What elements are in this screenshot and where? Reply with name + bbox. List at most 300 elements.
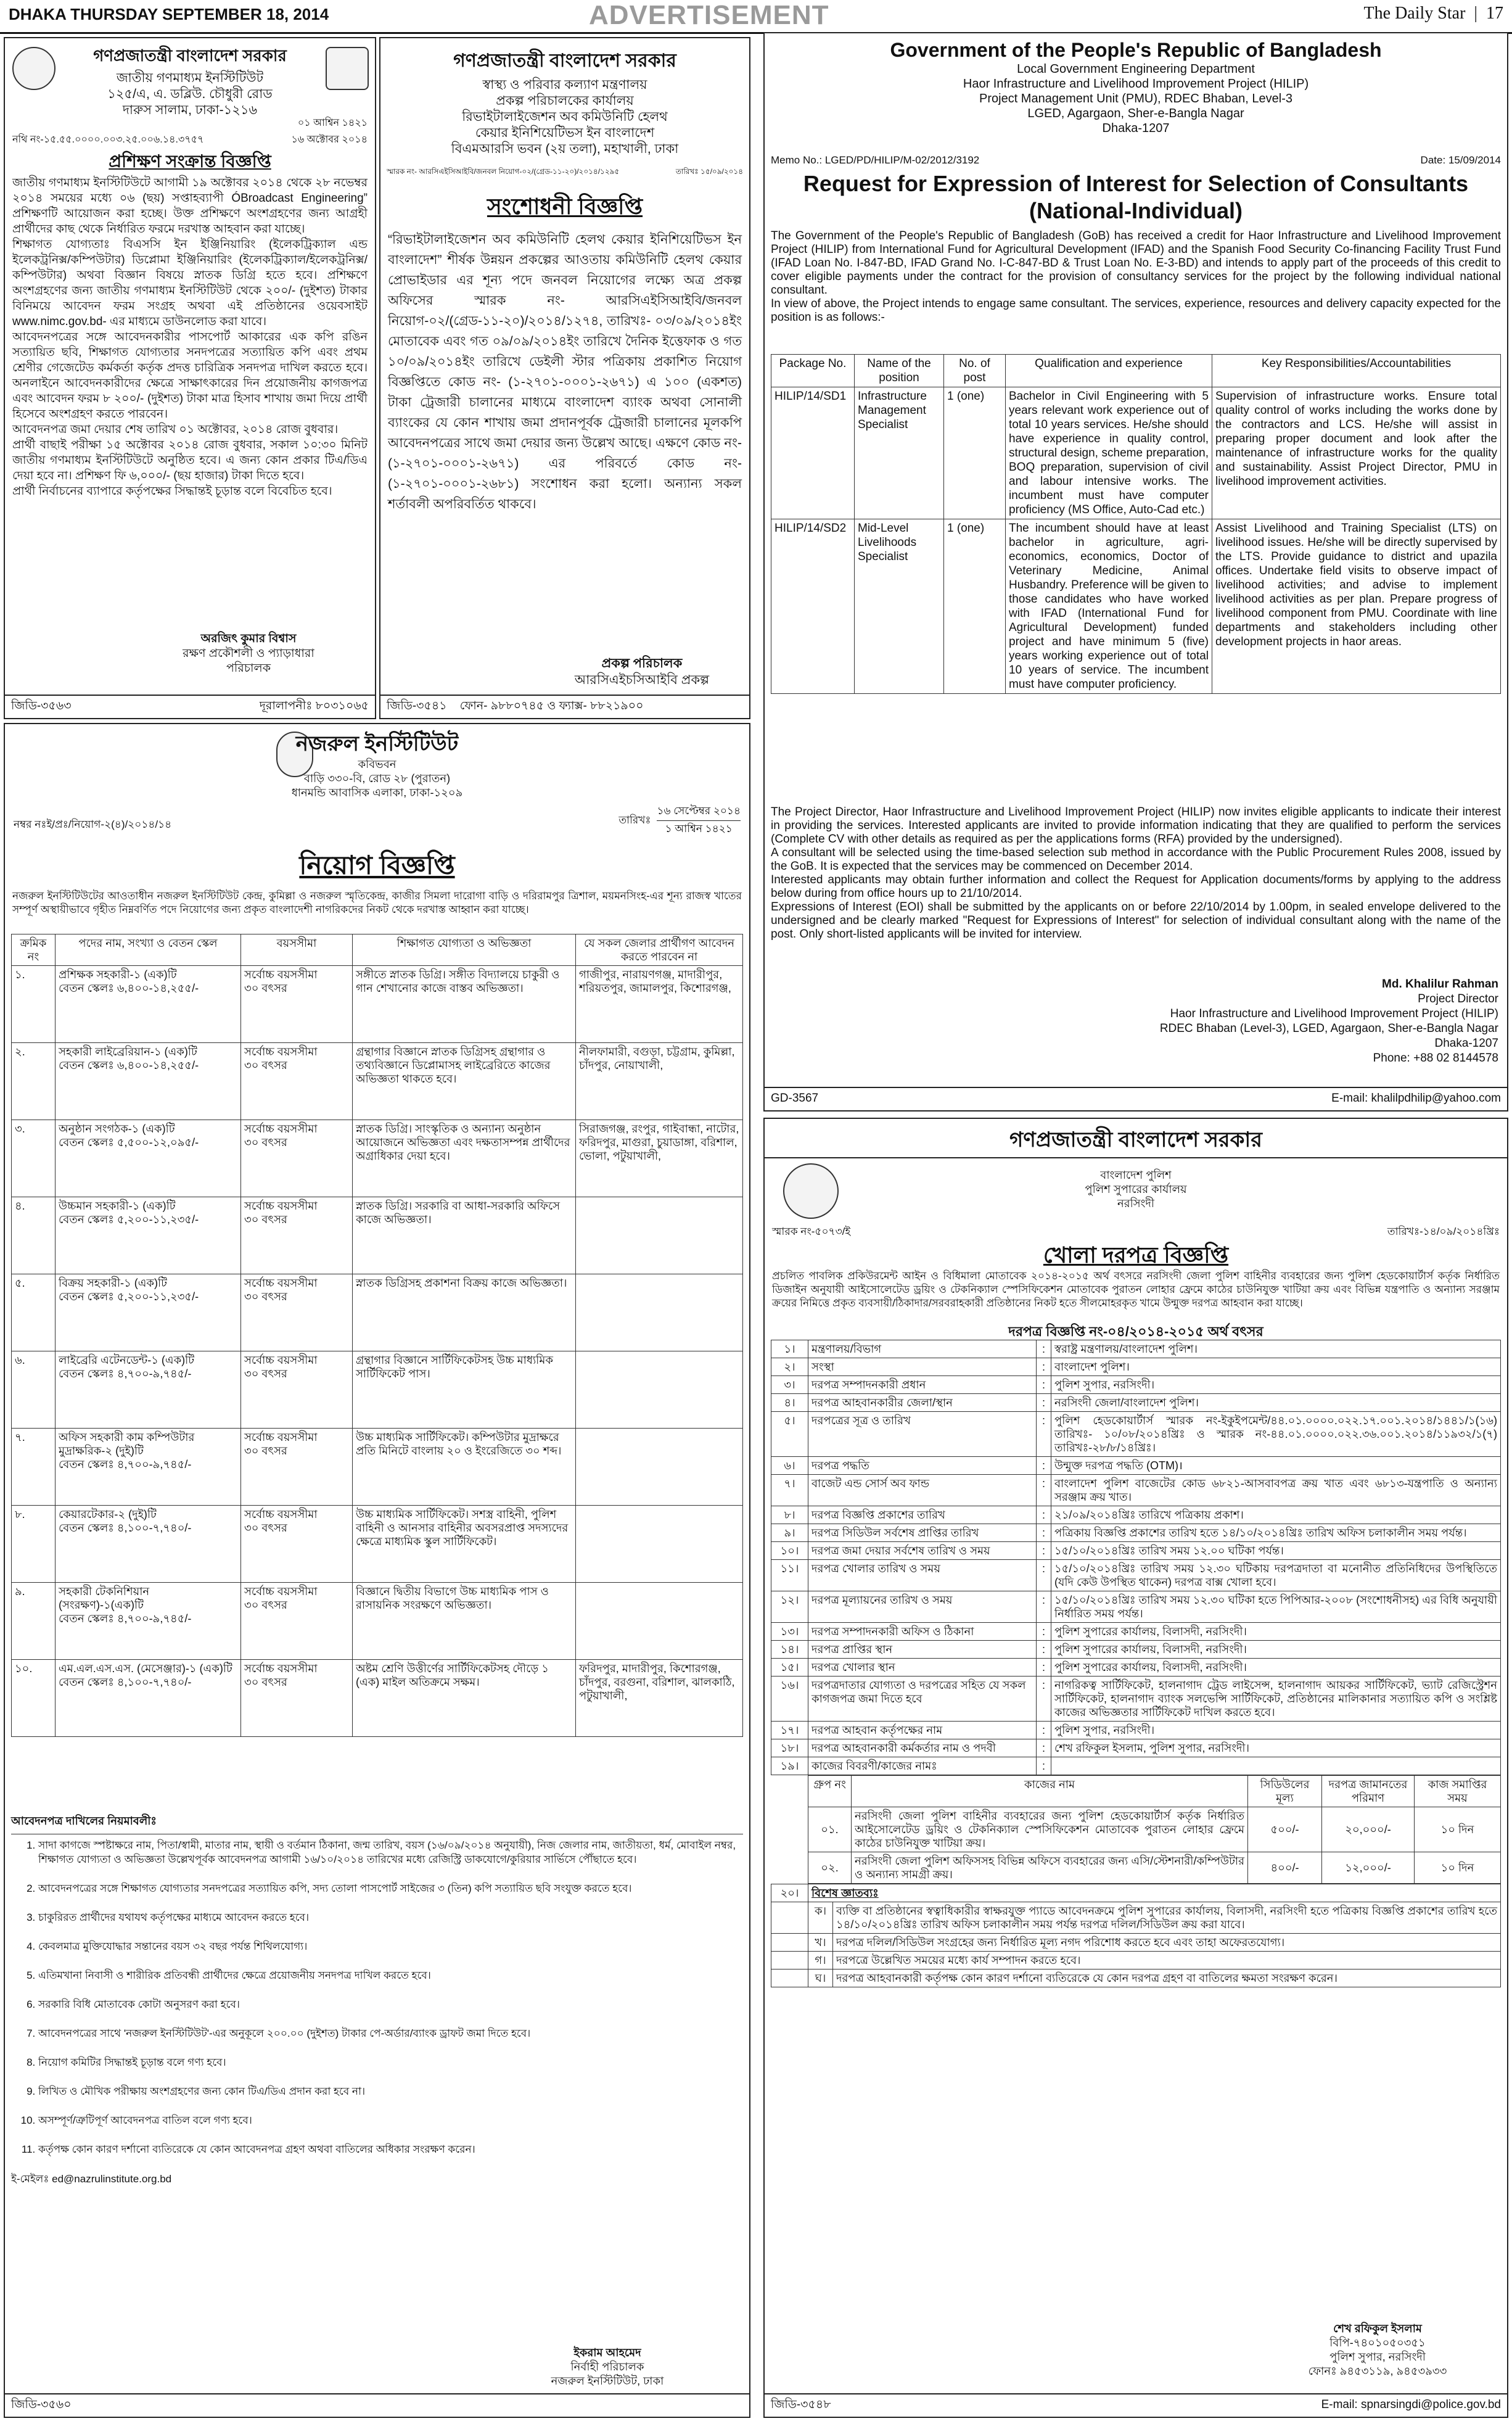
rules-list bbox=[11, 1838, 743, 2156]
memo-number: নম্বর নঃই/প্রঃ/নিয়োগ-২(৪)/২০১৪/১৪ bbox=[14, 819, 172, 830]
row-number: ৪। bbox=[771, 1394, 808, 1412]
contact-email: ই-মেইলঃ ed@nazrulinstitute.org.bd bbox=[11, 2173, 172, 2185]
table-cell: উচ্চ মাধ্যমিক সার্টিফিকেট। সশস্ত্র বাহিনী, পুলিশ বাহিনী ও আনসার বাহিনীর অবসরপ্রাপ্ত সদস্যদের ক্ষেত্রে মাধ্যমিক স্কুল সার্টিফিকেট। bbox=[353, 1506, 576, 1583]
row-colon: : bbox=[1037, 1542, 1051, 1560]
row-number: ১৫। bbox=[771, 1659, 808, 1677]
table-row bbox=[771, 519, 1501, 694]
work-table-header: কাজের নাম bbox=[852, 1776, 1248, 1807]
posts-table-header: ক্রমিক নং bbox=[12, 934, 55, 966]
work-table-header: সিডিউলের মূল্য bbox=[1248, 1776, 1322, 1807]
row-value: ১৫/১০/২০১৪খ্রিঃ তারিখ সময় ১২.০০ ঘটিকা পর্যন্ত। bbox=[1051, 1542, 1501, 1560]
work-table-header: কাজ সমাপ্তির সময় bbox=[1415, 1776, 1501, 1807]
row-number: ১৯। bbox=[771, 1757, 808, 1775]
positions-table-header: No. of post bbox=[944, 355, 1006, 387]
row-value: পুলিশ সুপারের কার্যালয়, বিলাসদী, নরসিংদী। bbox=[1051, 1623, 1501, 1641]
table-cell: স্নাতক ডিগ্রিসহ প্রকাশনা বিক্রয় কাজে অভিজ্ঞতা। bbox=[353, 1274, 576, 1351]
work-cell: নরসিংদী জেলা পুলিশ বাহিনীর ব্যবহারের জন্য পুলিশ হেডকোয়ার্টার্স কর্তৃক নির্ধারিত আইসোলেটেড ড্রয়িং ও টেকনিক্যাল স্পেসিফিকেশন মোতাবেক পুরাতন লোহার ফ্রেমে কাঠের চাউনিযুক্ত খাটিয়া ক্রয়। bbox=[852, 1807, 1248, 1852]
row-number: ৫। bbox=[771, 1412, 808, 1457]
notes-number: ২০। bbox=[771, 1884, 808, 1902]
gd-code: জিডি-৩৫৪৮ bbox=[771, 2398, 831, 2411]
notice-intro: নজরুল ইনস্টিটিউটের আওতাধীন নজরুল ইনস্টিটিউট কেন্দ্র, কুমিল্লা ও নজরুল স্মৃতিকেন্দ্র, কাজীর সিমলা দারোগা বাড়ি ও দরিরামপুর ত্রিশাল, ময়মনসিংহ-এর শূন্য রাজস্ব খাতের সম্পূর্ণ অস্থায়ীভাবে গৃহীত নিম্নবর্ণিত পদে নিয়োগের জন্য প্রকৃত বাংলাদেশী নাগরিকদের নিকট থেকে দরখাস্ত আহ্বান করা যাচ্ছে। bbox=[12, 890, 742, 915]
table-row bbox=[771, 1457, 1501, 1475]
table-row bbox=[771, 1623, 1501, 1641]
address-line-1: ১২৫/এ, এ. ডব্লিউ. চৌধুরী রোড bbox=[107, 87, 273, 101]
signatory-name: Md. Khalilur Rahman bbox=[1382, 978, 1498, 991]
table-cell: সর্বোচ্চ বয়সসীমা ৩০ বৎসর bbox=[241, 966, 353, 1043]
positions-table-header: Package No. bbox=[771, 355, 855, 387]
signatory-name: ইকরাম আহমেদ bbox=[573, 2346, 641, 2359]
work-table-header: দরপত্র জামানতের পরিমাণ bbox=[1322, 1776, 1415, 1807]
posts-table-header: পদের নাম, সংখ্যা ও বেতন স্কেল bbox=[55, 934, 241, 966]
table-cell bbox=[576, 1197, 743, 1274]
table-row bbox=[12, 966, 743, 1043]
department: Local Government Engineering Department bbox=[1017, 62, 1255, 76]
signatory-title: নির্বাহী পরিচালক bbox=[570, 2361, 644, 2373]
row-colon: : bbox=[1037, 1340, 1051, 1358]
work-cell: ০২. bbox=[808, 1852, 852, 1884]
work-cell: ১০ দিন bbox=[1415, 1807, 1501, 1852]
row-number: ১৬। bbox=[771, 1677, 808, 1722]
table-cell: ৬. bbox=[12, 1351, 55, 1429]
row-value: নরসিংদী জেলা/বাংলাদেশ পুলিশ। bbox=[1051, 1394, 1501, 1412]
table-cell: ১. bbox=[12, 966, 55, 1043]
ad-narsingdi-police-tender bbox=[763, 1118, 1508, 2418]
table-cell: বিক্রয় সহকারী-১ (এক)টি বেতন স্কেলঃ ৫,২০০-১১,২৩৫/- bbox=[55, 1274, 241, 1351]
row-value: ২১/০৯/২০১৪খ্রিঃ তারিখে পত্রিকায় প্রকাশ। bbox=[1051, 1506, 1501, 1524]
work-row bbox=[808, 1852, 1501, 1884]
posts-table-header: বয়সসীমা bbox=[241, 934, 353, 966]
table-cell: গাজীপুর, নারায়ণগঞ্জ, মাদারীপুর, শরিয়তপুর, জামালপুর, কিশোরগঞ্জ, bbox=[576, 966, 743, 1043]
table-row bbox=[12, 1197, 743, 1274]
note-text: দরপত্র দলিল/সিডিউল সংগ্রহের জন্য নির্ধারিত মূল্য নগদ পরিশোধ করতে হবে এবং তাহা অফেরতযোগ্য। bbox=[833, 1934, 1501, 1952]
table-row bbox=[771, 1524, 1501, 1542]
gd-code: জিডি-৩৫৬৩ bbox=[11, 699, 72, 712]
ad-footer bbox=[5, 2393, 749, 2417]
row-number: ১০। bbox=[771, 1542, 808, 1560]
note-letter: ঘ। bbox=[808, 1969, 833, 1987]
govt-title: গণপ্রজাতন্ত্রী বাংলাদেশ সরকার bbox=[765, 1123, 1507, 1158]
row-colon: : bbox=[1037, 1623, 1051, 1641]
rule-item: 6. সরকারি বিধি মোতাবেক কোটা অনুসরণ করা হবে। bbox=[38, 1997, 743, 2011]
table-cell: ৫. bbox=[12, 1274, 55, 1351]
page-header bbox=[0, 0, 1512, 34]
work-cell: ২০,০০০/- bbox=[1322, 1807, 1415, 1852]
table-cell: The incumbent should have at least bachelor in agriculture, agri-economics, economics, Doctor of Veterinary Medicine, Animal Husbandry. Preference will be given to those candidates who have worked with IFAD (International Fund for Agricultural Development) funded project and have minimum 5 (five) years working experience out of total 10 years of service. The incumbent must have computer proficiency. bbox=[1006, 519, 1212, 694]
bangladesh-emblem-icon bbox=[12, 47, 55, 90]
notes-title-row bbox=[771, 1884, 1501, 1902]
date: তারিখঃ ১৫/০৯/২০১৪ bbox=[675, 167, 743, 176]
row-colon: : bbox=[1037, 1722, 1051, 1739]
row-label: দরপত্র সম্পাদনকারী অফিস ও ঠিকানা bbox=[808, 1623, 1037, 1641]
table-cell: ৭. bbox=[12, 1429, 55, 1506]
row-label: কাজের বিবরণী/কাজের নামঃ bbox=[808, 1757, 1037, 1775]
note-text: ব্যক্তি বা প্রতিষ্ঠানের স্বত্বাধিকারীর স্বাক্ষরযুক্ত প্যাডে আবেদনক্রমে পুলিশ সুপারের কার্যালয়, বিলাসদী, নরসিংদী হতে পত্রিকায় বিজ্ঞপ্তি প্রকাশের তারিখ হতে ১৪/১০/২০১৪খ্রিঃ তারিখ অফিস চলাকালীন সময় পর্যন্ত দরপত্র দলিল/সিডিউল ক্রয় করা যাবে। bbox=[833, 1902, 1501, 1934]
signatory-title: Project Director bbox=[1418, 992, 1498, 1005]
table-row bbox=[771, 1340, 1501, 1358]
table-row bbox=[771, 1542, 1501, 1560]
gd-code: GD-3567 bbox=[771, 1092, 819, 1105]
table-cell: সর্বোচ্চ বয়সসীমা ৩০ বৎসর bbox=[241, 1429, 353, 1506]
date: তারিখঃ-১৪/০৯/২০১৪খ্রিঃ bbox=[1387, 1226, 1500, 1237]
table-cell: অষ্টম শ্রেণি উত্তীর্ণের সার্টিফিকেটসহ দৌড়ে ১ (এক) মাইল অতিক্রমে সক্ষম। bbox=[353, 1660, 576, 1737]
table-cell: 1 (one) bbox=[944, 387, 1006, 519]
work-cell: ১২,০০০/- bbox=[1322, 1852, 1415, 1884]
row-label: দরপত্র খোলার স্থান bbox=[808, 1659, 1037, 1677]
rule-item: 10. অসম্পূর্ণ/ত্রুটিপূর্ণ আবেদনপত্র বাতিল বলে গণ্য হবে। bbox=[38, 2113, 743, 2127]
row-number: ১৩। bbox=[771, 1623, 808, 1641]
rules-title: আবেদনপত্র দাখিলের নিয়মাবলীঃ bbox=[11, 1810, 743, 1834]
table-row bbox=[771, 1560, 1501, 1591]
row-value: বাংলাদেশ পুলিশ বাজেটের কোড ৬৮২১-আসবাবপত্র ক্রয় খাত এবং ৬৮১৩-যন্ত্রপাতি ও অন্যান্য সরঞ্জাম ক্রয় খাত। bbox=[1051, 1475, 1501, 1506]
rule-item: 11. কর্তৃপক্ষ কোন কারণ দর্শানো ব্যতিরেকে যে কোন আবেদনপত্র গ্রহণ অথবা বাতিলের অধিকার সংরক্ষণ করেন। bbox=[38, 2142, 743, 2156]
work-cell: ৫০০/- bbox=[1248, 1807, 1322, 1852]
row-colon: : bbox=[1037, 1641, 1051, 1659]
table-cell: গ্রন্থাগার বিজ্ঞানে স্নাতক ডিগ্রিসহ গ্রন্থাগার ও তথ্যবিজ্ঞানে ডিপ্লোমাসহ লাইব্রেরিতে কাজের অভিজ্ঞতা থাকতে হবে। bbox=[353, 1043, 576, 1120]
phone-fax: ফোন- ৯৮৮০৭৪৫ ও ফ্যাক্স- ৮৮২১৯০০ bbox=[459, 699, 644, 712]
table-cell: প্রশিক্ষক সহকারী-১ (এক)টি বেতন স্কেলঃ ৬,৪০০-১৪,২৫৫/- bbox=[55, 966, 241, 1043]
table-cell: সর্বোচ্চ বয়সসীমা ৩০ বৎসর bbox=[241, 1274, 353, 1351]
row-number: ৭। bbox=[771, 1475, 808, 1506]
dateline: DHAKA THURSDAY SEPTEMBER 18, 2014 bbox=[9, 5, 329, 23]
paragraph-2: In view of above, the Project intends to engage same consultant. The services, experience, resources and delivery capacity expected for the position is as follows:- bbox=[771, 297, 1501, 324]
work-cell: ১০ দিন bbox=[1415, 1852, 1501, 1884]
row-colon: : bbox=[1037, 1524, 1051, 1542]
table-cell: লাইব্রেরি এটেনডেন্ট-১ (এক)টি বেতন স্কেলঃ ৪,৭০০-৯,৭৪৫/- bbox=[55, 1351, 241, 1429]
note-letter: খ। bbox=[808, 1934, 833, 1952]
table-row bbox=[771, 1591, 1501, 1623]
signatory-title: রক্ষণ প্রকৌশলী ও প্যাড়াধারা bbox=[183, 647, 314, 660]
row-label: দরপত্রের সূত্র ও তারিখ bbox=[808, 1412, 1037, 1457]
govt-title: গণপ্রজাতন্ত্রী বাংলাদেশ সরকার bbox=[453, 51, 676, 71]
row-colon: : bbox=[1037, 1506, 1051, 1524]
signatory-name: অরজিৎ কুমার বিশ্বাস bbox=[200, 632, 297, 645]
date: Date: 15/09/2014 bbox=[1420, 154, 1501, 166]
table-cell: Supervision of infrastructure works. Ensure total quality control of works including the works done by the contractors and LCS. He/she will assist in preparing proper document and look after the maintenance of infrastructure works for the quality and sustainability. Assist Project Director, PMU in livelihood improvement activities. bbox=[1212, 387, 1501, 519]
address-line-3: ধানমন্ডি আবাসিক এলাকা, ঢাকা-১২০৯ bbox=[291, 786, 463, 799]
table-cell: সঙ্গীতে স্নাতক ডিগ্রি। সঙ্গীত বিদ্যালয়ে চাকুরী ও গান শেখানোর কাজে বাস্তব অভিজ্ঞতা। bbox=[353, 966, 576, 1043]
row-value: পুলিশ সুপারের কার্যালয়, বিলাসদী, নরসিংদী। bbox=[1051, 1659, 1501, 1677]
memo-number: নথি নং-১৫.৫৫.০০০০.০০৩.২৫.০০৬.১৪.৩৭৫৭ bbox=[12, 134, 204, 145]
positions-table-header: Key Responsibilities/Accountabilities bbox=[1212, 355, 1501, 387]
notice-title: প্রশিক্ষণ সংক্রান্ত বিজ্ঞপ্তি bbox=[109, 152, 271, 171]
notice-intro: প্রচলিত পাবলিক প্রকিউরমেন্ট আইন ও বিধিমালা মোতাবেক ২০১৪-২০১৫ অর্থ বৎসরে নরসিংদী জেলা পুলিশ বাহিনীর ব্যবহারের জন্য পুলিশ হেডকোয়ার্টার্স কর্তৃক নির্ধারিত ডিজাইন অনুযায়ী আইসোলেটেড ড্রয়িং ও টেকনিক্যাল স্পেসিফিকেশন মোতাবেক পুরাতন লোহার ফ্রেমে কাঠের চাউনিযুক্ত খাটিয়া ক্রয় এবং বিভিন্ন যন্ত্রপাতি ও অন্যান্য সরঞ্জাম ক্রয়ের নিমিত্তে প্রকৃত ব্যবসায়ী/ঠিকাদার/সরবরাহকারী প্রতিষ্ঠানের নিকট হতে সীলমোহরকৃত খামে উন্মুক্ত দরপত্র আহবান করা যাচ্ছে। bbox=[772, 1270, 1500, 1309]
paragraph-4: A consultant will be selected using the time-based selection sub method in accordance with the Public Procurement Rules 2008, issued by the GoB. It is expected that the services may be commenced on December 2014. bbox=[771, 846, 1501, 873]
table-cell: HILIP/14/SD1 bbox=[771, 387, 855, 519]
table-cell: Infrastructure Management Specialist bbox=[855, 387, 944, 519]
table-row bbox=[12, 1043, 743, 1120]
note-row bbox=[771, 1969, 1501, 1987]
row-value bbox=[1051, 1757, 1501, 1775]
table-cell: সর্বোচ্চ বয়সসীমা ৩০ বৎসর bbox=[241, 1120, 353, 1197]
district: নরসিংদী bbox=[1117, 1197, 1155, 1210]
row-label: দরপত্র জমা দেয়ার সর্বশেষ তারিখ ও সময় bbox=[808, 1542, 1037, 1560]
paragraph-1: The Government of the People's Republic of Bangladesh (GoB) has received a credit for Haor Infrastructure and Livelihood Improvement Project (HILIP) from International Fund for Agricultural Development (IFAD) and the Spanish Food Security Co-financing Facility Trust Fund (IFAD Loan No. I-847-BD, IFAD Grand No. I-C-847-BD & Trust Loan No. E-3-BD) and intends to apply part of the proceeds of this credit to cover eligible payments under the contract for the provision of consultancy services for the project by the following individual national consultant. bbox=[771, 229, 1501, 297]
signatory-project: Haor Infrastructure and Livelihood Improvement Project (HILIP) bbox=[1170, 1007, 1498, 1020]
signatory-city: Dhaka-1207 bbox=[1434, 1037, 1498, 1050]
table-cell: Assist Livelihood and Training Specialist (LTS) on livelihood issues. He/she will be directly supervised by the LTS. Provide guidance to district and upazila offices. Undertake field visits to observe impact of livelihood activities; and advise to implement livelihood activities as per plan. Prepare progress of livelihood component from PMU. Coordinate with line departments and stakeholders including other development projects in haor areas. bbox=[1212, 519, 1501, 694]
govt-title: Government of the People's Republic of Bangladesh bbox=[890, 39, 1382, 61]
note-letter: গ। bbox=[808, 1952, 833, 1969]
posts-table bbox=[11, 934, 743, 1737]
table-cell: স্নাতক ডিগ্রি। সরকারি বা আধা-সরকারি অফিসে কাজে অভিজ্ঞতা। bbox=[353, 1197, 576, 1274]
row-colon: : bbox=[1037, 1376, 1051, 1394]
notice-title: খোলা দরপত্র বিজ্ঞপ্তি bbox=[1043, 1242, 1229, 1268]
row-value: পত্রিকায় বিজ্ঞপ্তি প্রকাশের তারিখ হতে ১৪/১০/২০১৪খ্রিঃ তারিখ অফিস চলাকালীন সময় পর্যন্ত। bbox=[1051, 1524, 1501, 1542]
table-cell: কেয়ারটেকার-২ (দুই)টি বেতন স্কেলঃ ৪,১০০-৭,৭৪০/- bbox=[55, 1506, 241, 1583]
table-cell bbox=[576, 1274, 743, 1351]
masthead: The Daily Star | 17 bbox=[1363, 4, 1503, 23]
notice-title: নিয়োগ বিজ্ঞপ্তি bbox=[299, 851, 455, 880]
table-cell: বিজ্ঞানে দ্বিতীয় বিভাগে উচ্চ মাধ্যমিক পাস ও রাসায়নিক সংরক্ষণে অভিজ্ঞতা। bbox=[353, 1583, 576, 1660]
signatory-org: নজরুল ইনস্টিটিউট, ঢাকা bbox=[551, 2375, 664, 2387]
row-label: দরপত্র মূল্যায়নের তারিখ ও সময় bbox=[808, 1591, 1037, 1623]
address: বিএমআরসি ভবন (২য় তলা), মহাখালী, ঢাকা bbox=[451, 142, 679, 156]
signatory-address: RDEC Bhaban (Level-3), LGED, Agargaon, Sher-e-Bangla Nagar bbox=[1159, 1022, 1498, 1035]
table-cell: ১০. bbox=[12, 1660, 55, 1737]
row-value: ১৫/১০/২০১৪খ্রিঃ তারিখ সময় ১২.৩০ ঘটিকায় দরপত্রদাতা বা মনোনীত প্রতিনিধিদের উপস্থিতিতে (যদি কেউ উপস্থিত থাকেন) দরপত্র বাক্স খোলা হবে। bbox=[1051, 1560, 1501, 1591]
paragraph-3: The Project Director, Haor Infrastructure and Livelihood Improvement Project (HILIP) now invites eligible applicants to indicate their interest in providing the services. Interested applicants are invited to provide information indicating that they are qualified to perform the services (Complete CV with other details as required as per the applications forms (RFA) provided by the undersigned). bbox=[771, 806, 1501, 846]
work-row bbox=[808, 1807, 1501, 1852]
ad-footer bbox=[380, 695, 749, 718]
table-row bbox=[12, 1583, 743, 1660]
tender-table-wrap bbox=[771, 1340, 1501, 1987]
row-number: ৬। bbox=[771, 1457, 808, 1475]
work-cell: নরসিংদী জেলা পুলিশ অফিসসহ বিভিন্ন অফিসে ব্যবহারের জন্য এসি/স্টেশনারী/কম্পিউটার ও অন্যান্য সামগ্রী ক্রয়। bbox=[852, 1852, 1248, 1884]
posts-table-wrap bbox=[11, 934, 743, 1737]
note-row bbox=[771, 1902, 1501, 1934]
govt-title: গণপ্রজাতন্ত্রী বাংলাদেশ সরকার bbox=[93, 46, 287, 65]
signatory-phone: Phone: +88 02 8144578 bbox=[1373, 1052, 1498, 1065]
row-value: পুলিশ হেডকোয়ার্টার্স স্মারক নং-ইকুইপমেন্ট/৪৪.০১.০০০০.০২২.১৭.০০১.২০১৪/১৪৪১/১(১৬) তারিখঃ- ১০/০৮/২০১৪খ্রিঃ ও স্মারক নং-৪৪.০১.০০০০.০২২.৩৬.০০১.২০১৪/১১৯৩২/১(৭) তারিখঃ-২৮/৮/১৪খ্রিঃ। bbox=[1051, 1412, 1501, 1457]
department: বাংলাদেশ পুলিশ bbox=[1100, 1169, 1172, 1181]
row-value: পুলিশ সুপার, নরসিংদী। bbox=[1051, 1376, 1501, 1394]
rule-item: 4. কেবলমাত্র মুক্তিযোদ্ধার সন্তানের বয়স ৩২ বছর পর্যন্ত শিথিলযোগ্য। bbox=[38, 1939, 743, 1953]
rule-item: 8. নিয়োগ কমিটির সিদ্ধান্তই চূড়ান্ত বলে গণ্য হবে। bbox=[38, 2055, 743, 2069]
row-number: ১৪। bbox=[771, 1641, 808, 1659]
table-cell: উচ্চমান সহকারী-১ (এক)টি বেতন স্কেলঃ ৫,২০০-১১,২৩৫/- bbox=[55, 1197, 241, 1274]
date-label: তারিখঃ bbox=[618, 814, 651, 826]
date-english: ১৬ অক্টোবর ২০১৪ bbox=[291, 134, 368, 145]
positions-table bbox=[771, 354, 1501, 694]
table-row bbox=[771, 1394, 1501, 1412]
note-spacer bbox=[771, 1952, 808, 1969]
special-notes-table bbox=[771, 1884, 1501, 1987]
table-cell: ২. bbox=[12, 1043, 55, 1120]
tender-number: দরপত্র বিজ্ঞপ্তি নং-০৪/২০১৪-২০১৫ অর্থ বৎসর bbox=[1008, 1324, 1263, 1339]
address-line-2: বাড়ি ৩৩০-বি, রোড ২৮ (পুরাতন) bbox=[303, 772, 451, 785]
address-line-1: কবিভবন bbox=[358, 758, 396, 770]
row-colon: : bbox=[1037, 1475, 1051, 1506]
row-label: সংস্থা bbox=[808, 1358, 1037, 1376]
table-cell: উচ্চ মাধ্যমিক সার্টিফিকেট। কম্পিউটার মুদ্রাক্ষরে প্রতি মিনিটে বাংলায় ২০ ও ইংরেজিতে ৩০ শব্দ। bbox=[353, 1429, 576, 1506]
table-row bbox=[12, 1274, 743, 1351]
positions-table-wrap bbox=[771, 354, 1501, 694]
date-bangla: ০১ আশ্বিন ১৪২১ bbox=[297, 118, 368, 128]
table-cell: সর্বোচ্চ বয়সসীমা ৩০ বৎসর bbox=[241, 1043, 353, 1120]
row-label: দরপত্রদাতার যোগ্যতা ও দরপত্রের সহিত যে সকল কাগজপত্র জমা দিতে হবে bbox=[808, 1677, 1037, 1722]
table-cell: HILIP/14/SD2 bbox=[771, 519, 855, 694]
signatory-title: পুলিশ সুপার, নরসিংদী bbox=[1329, 2351, 1426, 2363]
notice-title: সংশোধনী বিজ্ঞপ্তি bbox=[487, 194, 643, 219]
project-name: Haor Infrastructure and Livelihood Improvement Project (HILIP) bbox=[963, 77, 1309, 91]
table-row bbox=[771, 1412, 1501, 1457]
table-cell: ৩. bbox=[12, 1120, 55, 1197]
date-english: ১৬ সেপ্টেম্বর ২০১৪ bbox=[657, 803, 741, 821]
row-colon: : bbox=[1037, 1757, 1051, 1775]
table-row bbox=[771, 1641, 1501, 1659]
ad-lged-hilip-eoi bbox=[763, 32, 1508, 1112]
notice-body: জাতীয় গণমাধ্যম ইনস্টিটিউটে আগামী ১৯ অক্টোবর ২০১৪ থেকে ২৮ নভেম্বর ২০১৪ সময়ের মধ্যে ০৬ (ছয়) সপ্তাহব্যাপী ÓBroadcast Engineering” প্রশিক্ষণটি আয়োজন করা হচ্ছে। উক্ত প্রশিক্ষণে অংশগ্রহণের জন্য আগ্রহী প্রার্থীদের কাছ থেকে নির্ধারিত ফরমে দরখাস্ত আহবান করা যাচ্ছে। শিক্ষাগত যোগ্যতাঃ বিএসসি ইন ইঞ্জিনিয়ারিং (ইলেকট্রিক্যাল এন্ড ইলেকট্রনিক্স/কম্পিউটার) ডিপ্লোমা ইঞ্জিনিয়ারিং (ইলেকট্রিক্যাল/ইলেকট্রনিক্স/কম্পিউটার) অথবা বিজ্ঞান বিষয়ে স্নাতক ডিগ্রি হতে হবে। প্রশিক্ষণে অংশগ্রহণের জন্য জাতীয় গণমাধ্যম ইনস্টিটিউট থেকে ২০০/- (দুইশত) টাকার বিনিময়ে আবেদন ফরম সংগ্রহ অথবা এই প্রতিষ্ঠানের ওয়েবসাইট www.nimc.gov.bd- এর মাধ্যমে ডাউনলোড করা যাবে। আবেদনপত্রের সঙ্গে আবেদনকারীর পাসপোর্ট আকারের এক কপি রঙিন সত্যায়িত ছবি, শিক্ষাগত যোগ্যতার সনদপত্রের সত্যায়িত কপি এবং প্রথম শ্রেণীর গেজেটেড কর্মকর্তা কর্তৃক প্রদত্ত চারিত্রিক সনদপত্র দাখিল করতে হবে। অনলাইনে আবেদনকারীদের ক্ষেত্রে সাক্ষাৎকারের দিন প্রয়োজনীয় কাগজপত্র এবং আবেদন ফরম ৮ ২০০/- (দুইশত) টাকা মাত্র হিসাব শাখায় জমা দিয়ে প্রার্থী হিসেবে অংশগ্রহণ করতে পারবেন। আবেদনপত্র জমা দেয়ার শেষ তারিখ ০১ অক্টোবর, ২০১৪ রোজ বুধবার। প্রার্থী বাছাই পরীক্ষা ১৫ অক্টোবর ২০১৪ রোজ বুধবার, সকাল ১০:৩০ মিনিট জাতীয় গণমাধ্যম ইনস্টিটিউটে অনুষ্ঠিত হবে। এ জন্য কোন প্রকার টিএ/ডিএ দেয়া হবে না। প্রশিক্ষণ ফি ৬,০০০/- (ছয় হাজার) টাকা দিতে হবে। প্রার্থী নির্বাচনের ব্যাপারে কর্তৃপক্ষের সিদ্ধান্তই চূড়ান্ত বলে বিবেচিত হবে। bbox=[12, 176, 368, 498]
table-cell bbox=[576, 1429, 743, 1506]
nimc-logo-icon bbox=[326, 47, 369, 90]
phone: দূরালাপনীঃ ৮০৩১০৬৫ bbox=[259, 699, 369, 712]
posts-table-header: শিক্ষাগত যোগ্যতা ও অভিজ্ঞতা bbox=[353, 934, 576, 966]
table-cell: সর্বোচ্চ বয়সসীমা ৩০ বৎসর bbox=[241, 1351, 353, 1429]
gd-code: জিডি-৩৫৪১ bbox=[387, 699, 447, 712]
row-colon: : bbox=[1037, 1677, 1051, 1722]
row-label: দরপত্র আহবানকারী কর্মকর্তার নাম ও পদবী bbox=[808, 1739, 1037, 1757]
row-colon: : bbox=[1037, 1560, 1051, 1591]
note-spacer bbox=[771, 1902, 808, 1934]
paragraph-6: Expressions of Interest (EOI) shall be submitted by the applicants on or before 22/10/2014 by 1.00pm, in sealed envelope delivered to the undersigned and be clearly marked "Request for Expressions of Interest" for selection of individual consultant along with the name of the post. Only short-listed applicants will be invited for interview. bbox=[771, 901, 1501, 941]
contact-email: E-mail: khalilpdhilip@yahoo.com bbox=[1331, 1092, 1501, 1105]
table-row bbox=[12, 1120, 743, 1197]
posts-table-header: যে সকল জেলার প্রার্থীগণ আবেদন করতে পারবেন না bbox=[576, 934, 743, 966]
table-cell: স্নাতক ডিগ্রি। সাংস্কৃতিক ও অন্যান্য অনুষ্ঠান আয়োজনে অভিজ্ঞতা এবং দক্ষতাসম্পন্ন প্রার্থীদের অগ্রাধিকার দেয়া হবে। bbox=[353, 1120, 576, 1197]
ad-footer bbox=[765, 1087, 1507, 1110]
table-cell: সহকারী টেকনিশিয়ান (সংরক্ষণ)-১(এক)টি বেতন স্কেলঃ ৪,৭০০-৯,৭৪৫/- bbox=[55, 1583, 241, 1660]
table-cell bbox=[576, 1351, 743, 1429]
row-value: উন্মুক্ত দরপত্র পদ্ধতি (OTM)। bbox=[1051, 1457, 1501, 1475]
row-number: ১৭। bbox=[771, 1722, 808, 1739]
table-row bbox=[771, 1506, 1501, 1524]
row-colon: : bbox=[1037, 1739, 1051, 1757]
table-cell: গ্রন্থাগার বিজ্ঞানে সার্টিফিকেটসহ উচ্চ মাধ্যমিক সার্টিফিকেট পাস। bbox=[353, 1351, 576, 1429]
office-address-3: Dhaka-1207 bbox=[1102, 122, 1170, 135]
table-cell bbox=[576, 1506, 743, 1583]
row-label: দরপত্র পদ্ধতি bbox=[808, 1457, 1037, 1475]
table-cell: Mid-Level Livelihoods Specialist bbox=[855, 519, 944, 694]
signatory-phone: ফোনঃ ৯৪৫৩১১৯, ৯৪৫৩৯৩৩ bbox=[1308, 2365, 1447, 2377]
work-cell: ৪০০/- bbox=[1248, 1852, 1322, 1884]
paragraph-5: Interested applicants may obtain further information and collect the Request for Application documents/forms by applying to the address below during from office hours up to 21/10/2014. bbox=[771, 873, 1501, 900]
office: পুলিশ সুপারের কার্যালয় bbox=[1085, 1183, 1187, 1195]
ad-nazrul-institute-recruitment bbox=[4, 723, 750, 2418]
rules-section bbox=[11, 1810, 743, 2188]
ad-nimc-training bbox=[4, 37, 376, 719]
note-letter: ক। bbox=[808, 1902, 833, 1934]
note-row bbox=[771, 1934, 1501, 1952]
row-colon: : bbox=[1037, 1394, 1051, 1412]
row-label: দরপত্র খোলার তারিখ ও সময় bbox=[808, 1560, 1037, 1591]
row-label: দরপত্র আহবান কর্তৃপক্ষের নাম bbox=[808, 1722, 1037, 1739]
rule-item: 5. এতিমখানা নিবাসী ও শারীরিক প্রতিবন্ধী প্রার্থীদের ক্ষেত্রে প্রয়োজনীয় সনদপত্র দাখিল করতে হবে। bbox=[38, 1968, 743, 1982]
table-row bbox=[771, 1739, 1501, 1757]
rule-item: 9. লিখিত ও মৌখিক পরীক্ষায় অংশগ্রহণের জন্য কোন টিএ/ডিএ প্রদান করা হবে না। bbox=[38, 2084, 743, 2098]
table-row bbox=[771, 1677, 1501, 1722]
rule-item: 2. আবেদনপত্রের সঙ্গে শিক্ষাগত যোগ্যতার সনদপত্রের সত্যায়িত কপি, সদ্য তোলা পাসপোর্ট সাইজের ৩ (তিন) কপি সত্যায়িত ছবি সংযুক্ত করতে হবে। bbox=[38, 1881, 743, 1895]
row-value: বাংলাদেশ পুলিশ। bbox=[1051, 1358, 1501, 1376]
row-colon: : bbox=[1037, 1358, 1051, 1376]
table-row bbox=[12, 1429, 743, 1506]
table-cell bbox=[576, 1583, 743, 1660]
row-number: ১৮। bbox=[771, 1739, 808, 1757]
row-number: ৯। bbox=[771, 1524, 808, 1542]
row-label: দরপত্র সিডিউল সর্বশেষ প্রাপ্তির তারিখ bbox=[808, 1524, 1037, 1542]
table-cell: সিরাজগঞ্জ, রংপুর, গাইবান্ধা, নাটোর, ফরিদপুর, মাগুরা, চুয়াডাঙ্গা, বরিশাল, ভোলা, পটুয়াখালী, bbox=[576, 1120, 743, 1197]
work-cell: ০১. bbox=[808, 1807, 852, 1852]
row-number: ১১। bbox=[771, 1560, 808, 1591]
table-row bbox=[771, 1358, 1501, 1376]
notice-title: Request for Expression of Interest for Selection of Consultants (National-Individual) bbox=[803, 171, 1469, 223]
table-cell: এম.এল.এস.এস. (মেসেঞ্জার)-১ (এক)টি বেতন স্কেলঃ ৪,১০০-৭,৭৪০/- bbox=[55, 1660, 241, 1737]
table-cell: ৪. bbox=[12, 1197, 55, 1274]
signatory-name: শেখ রফিকুল ইসলাম bbox=[1333, 2322, 1422, 2335]
address-line-2: দারুস সালাম, ঢাকা-১২১৬ bbox=[122, 103, 258, 117]
table-cell: সর্বোচ্চ বয়সসীমা ৩০ বৎসর bbox=[241, 1506, 353, 1583]
row-number: ৮। bbox=[771, 1506, 808, 1524]
ad-revitalization-corrigendum bbox=[379, 37, 750, 719]
note-row bbox=[771, 1952, 1501, 1969]
row-colon: : bbox=[1037, 1659, 1051, 1677]
project-line-1: রিভাইটালাইজেশন অব কমিউনিটি হেলথ bbox=[462, 110, 668, 124]
office: প্রকল্প পরিচালকের কার্যালয় bbox=[496, 94, 634, 108]
table-row bbox=[771, 387, 1501, 519]
row-label: মন্ত্রণালয়/বিভাগ bbox=[808, 1340, 1037, 1358]
row-label: দরপত্র সম্পাদনকারী প্রধান bbox=[808, 1376, 1037, 1394]
signatory-role: পরিচালক bbox=[226, 662, 271, 675]
table-row bbox=[12, 1660, 743, 1737]
row-value: পুলিশ সুপারের কার্যালয়, বিলাসদী, নরসিংদী। bbox=[1051, 1641, 1501, 1659]
row-value: নাগরিকত্ব সার্টিফিকেট, হালনাগাদ ট্রেড লাইসেন্স, হালনাগাদ আয়কর সার্টিফিকেট, ভ্যাট রেজিস্ট্রেশন সার্টিফিকেট, হালনাগাদ ব্যাংক সলভেন্সি সার্টিফিকেট, প্রতিষ্ঠানের মালিকানার সত্যায়িত কপি ও সংশ্লিষ্ট কাজের অভিজ্ঞতার সার্টিফিকেট দাখিল করতে হবে। bbox=[1051, 1677, 1501, 1722]
contact-email: E-mail: spnarsingdi@police.gov.bd bbox=[1321, 2398, 1501, 2411]
row-number: ১। bbox=[771, 1340, 808, 1358]
table-cell: ৮. bbox=[12, 1506, 55, 1583]
masthead-name: The Daily Star bbox=[1363, 4, 1466, 23]
table-cell: সর্বোচ্চ বয়সসীমা ৩০ বৎসর bbox=[241, 1660, 353, 1737]
ad-footer bbox=[5, 695, 375, 718]
office-address-2: LGED, Agargaon, Sher-e-Bangla Nagar bbox=[1027, 107, 1244, 120]
row-number: ৩। bbox=[771, 1376, 808, 1394]
row-value: শেখ রফিকুল ইসলাম, পুলিশ সুপার, নরসিংদী। bbox=[1051, 1739, 1501, 1757]
memo-number: Memo No.: LGED/PD/HILIP/M-02/2012/3192 bbox=[771, 154, 980, 166]
memo-number: স্মারক নং-৫০৭৩/ই bbox=[772, 1226, 851, 1237]
section-title: ADVERTISEMENT bbox=[589, 0, 829, 30]
table-row bbox=[771, 1722, 1501, 1739]
row-label: বাজেট এন্ড সোর্স অব ফান্ড bbox=[808, 1475, 1037, 1506]
note-text: দরপত্রে উল্লেখিত সময়ের মধ্যে কার্য সম্পাদন করতে হবে। bbox=[833, 1952, 1501, 1969]
work-table-header: গ্রুপ নং bbox=[808, 1776, 852, 1807]
table-cell: ৯. bbox=[12, 1583, 55, 1660]
note-spacer bbox=[771, 1934, 808, 1952]
row-colon: : bbox=[1037, 1457, 1051, 1475]
work-groups-table bbox=[808, 1775, 1501, 1884]
table-cell: Bachelor in Civil Engineering with 5 years relevant work experience out of total 10 years services. He/she should have experience in quality control, structural design, scheme preparation, BOQ preparation, supervision of civil and labour intensive works. The incumbent must have computer proficiency (MS Office, Auto-Cad etc.) bbox=[1006, 387, 1212, 519]
signatory-bp: বিপি-৭৪০১০৫০৩৫১ bbox=[1329, 2336, 1426, 2349]
row-value: পুলিশ সুপার, নরসিংদী। bbox=[1051, 1722, 1501, 1739]
table-cell: নীলফামারী, বগুড়া, চট্টগ্রাম, কুমিল্লা, চাঁদপুর, নোয়াখালী, bbox=[576, 1043, 743, 1120]
memo-number: স্মারক নং- আরসিএইসিআইবি/জনবল নিয়োগ-০২/(গ্রেড-১১-২০)/২০১৪/১২৯৫ bbox=[387, 167, 620, 176]
tender-info-table bbox=[771, 1340, 1501, 1775]
table-row bbox=[771, 1757, 1501, 1775]
row-label: দরপত্র আহবানকারীর জেলা/স্থান bbox=[808, 1394, 1037, 1412]
row-label: দরপত্র বিজ্ঞপ্তি প্রকাশের তারিখ bbox=[808, 1506, 1037, 1524]
row-value: ১৫/১০/২০১৪খ্রিঃ তারিখ সময় ১২.৩০ ঘটিকা হতে পিপিআর-২০০৮ (সংশোধনীসহ) এর বিধি অনুযায়ী নির্ধারিত সময় পর্যন্ত। bbox=[1051, 1591, 1501, 1623]
note-text: দরপত্র আহবানকারী কর্তৃপক্ষ কোন কারণ দর্শানো ব্যতিরেকে যে কোন দরপত্র গ্রহণ বা বাতিলের ক্ষমতা সংরক্ষণ করেন। bbox=[833, 1969, 1501, 1987]
project-line-2: কেয়ার ইনিশিয়েটিভস ইন বাংলাদেশ bbox=[475, 126, 655, 140]
ad-footer bbox=[765, 2393, 1507, 2417]
signatory-project: আরসিএইচসিআইবি প্রকল্প bbox=[574, 673, 710, 687]
